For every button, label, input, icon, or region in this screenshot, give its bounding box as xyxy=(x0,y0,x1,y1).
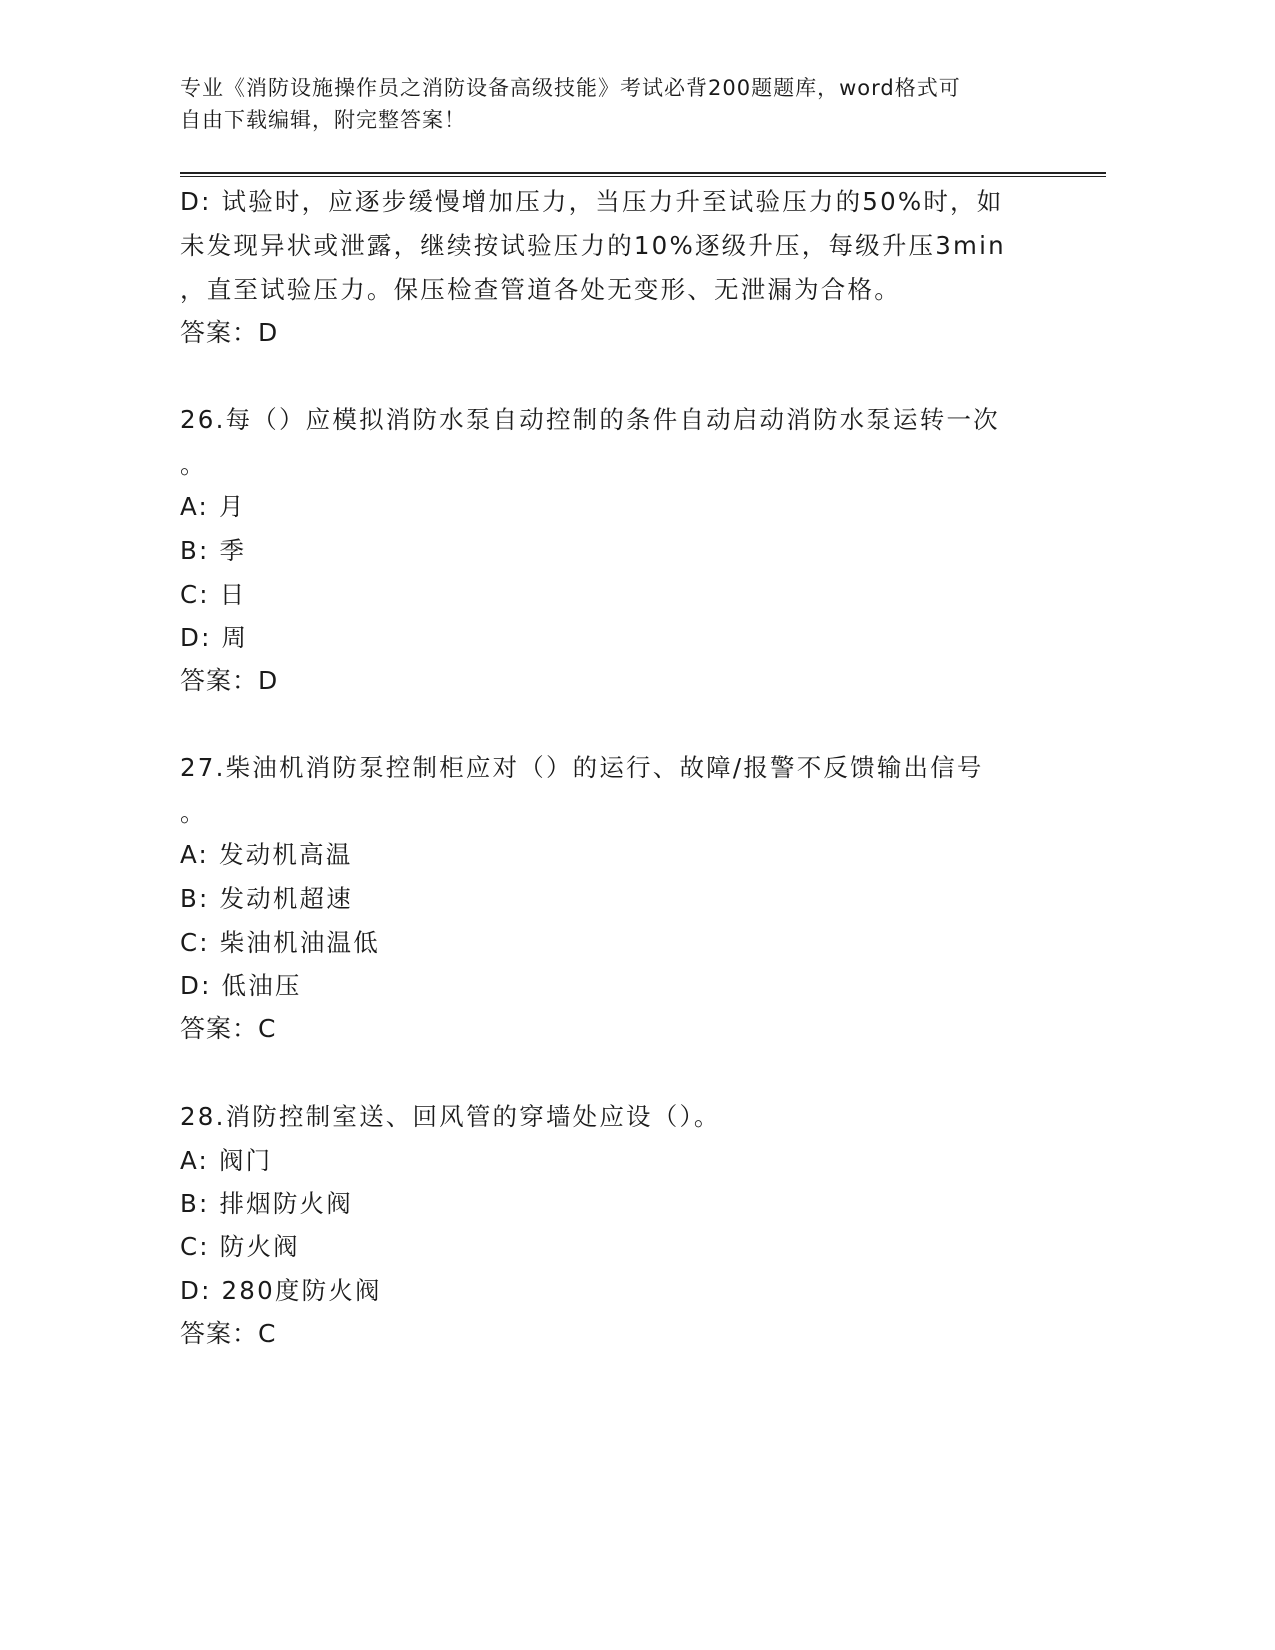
question-26-option-a: A: 月 xyxy=(180,492,246,521)
question-27-option-b: B: 发动机超速 xyxy=(180,884,353,913)
header-divider xyxy=(180,172,1106,177)
question-28-option-d: D: 280度防火阀 xyxy=(180,1276,382,1305)
question-27-option-a: A: 发动机高温 xyxy=(180,840,353,869)
question-26-option-c: C: 日 xyxy=(180,580,247,609)
prev-answer: 答案：D xyxy=(180,318,279,347)
question-28-option-c: C: 防火阀 xyxy=(180,1232,300,1261)
question-26-stem-line-2: 。 xyxy=(180,450,207,479)
prev-option-d-line-3: ，直至试验压力。保压检查管道各处无变形、无泄漏为合格。 xyxy=(180,275,901,304)
question-26-answer: 答案：D xyxy=(180,666,279,695)
prev-option-d-line-1: D: 试验时，应逐步缓慢增加压力，当压力升至试验压力的50%时，如 xyxy=(180,187,1004,216)
question-27-stem-line-1: 27.柴油机消防泵控制柜应对（）的运行、故障/报警不反馈输出信号 xyxy=(180,753,984,782)
question-26-stem-line-1: 26.每（）应模拟消防水泵自动控制的条件自动启动消防水泵运转一次 xyxy=(180,405,1000,434)
question-27-option-d: D: 低油压 xyxy=(180,971,302,1000)
header-line-1: 专业《消防设施操作员之消防设备高级技能》考试必背200题题库，word格式可 xyxy=(180,76,961,100)
question-27-answer: 答案：C xyxy=(180,1014,277,1043)
question-28-option-a: A: 阀门 xyxy=(180,1146,273,1175)
header-line-2: 自由下载编辑，附完整答案！ xyxy=(180,108,466,132)
question-28-option-b: B: 排烟防火阀 xyxy=(180,1189,353,1218)
question-26-option-b: B: 季 xyxy=(180,536,247,565)
prev-option-d-line-2: 未发现异状或泄露，继续按试验压力的10%逐级升压，每级升压3min xyxy=(180,231,1006,260)
document-header xyxy=(180,72,1040,136)
question-28-answer: 答案：C xyxy=(180,1319,277,1348)
question-27-stem-line-2: 。 xyxy=(180,798,207,827)
question-27-option-c: C: 柴油机油温低 xyxy=(180,928,380,957)
question-26-option-d: D: 周 xyxy=(180,623,249,652)
question-28-stem-line-1: 28.消防控制室送、回风管的穿墙处应设（）。 xyxy=(180,1102,721,1131)
